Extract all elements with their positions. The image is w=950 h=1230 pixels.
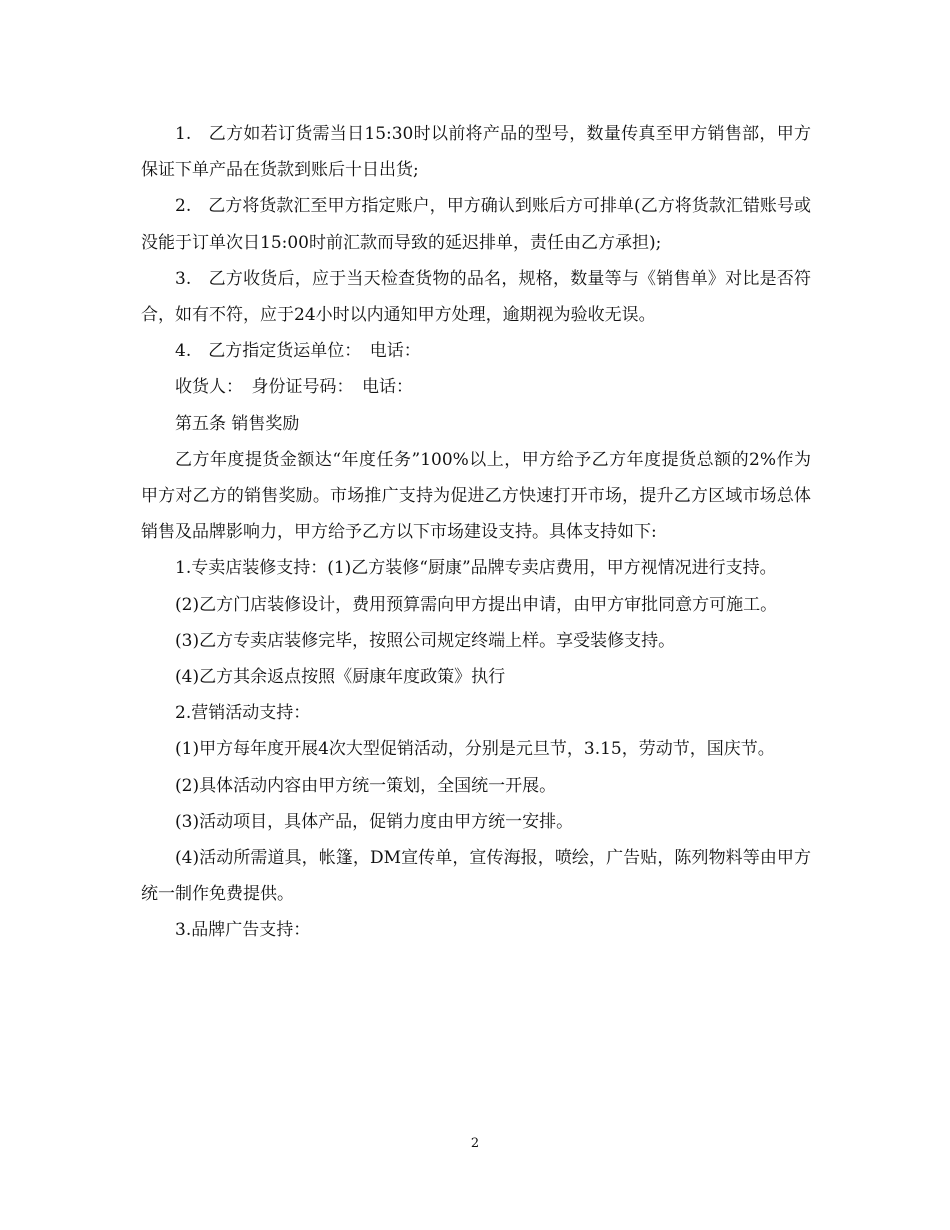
paragraph-clause-4: 4. 乙方指定货运单位： 电话： xyxy=(175,341,421,362)
paragraph-clause-1: 1. 乙方如若订货需当日15:30时以前将产品的型号，数量传真至甲方销售部，甲方保证下单产品在货款到账后十日出货; xyxy=(141,124,811,181)
paragraph-marketing-support: 2.营销活动支持： xyxy=(175,703,311,724)
paragraph-consignee: 收货人： 身份证号码： 电话： xyxy=(175,377,413,398)
paragraph-activity-materials: (4)活动所需道具，帐篷，DM宣传单，宣传海报，喷绘，广告贴，陈列物料等由甲方统一制作免费提供。 xyxy=(141,848,811,905)
document-body xyxy=(141,116,811,949)
paragraph-store-completion: (3)乙方专卖店装修完毕，按照公司规定终端上样。享受装修支持。 xyxy=(175,630,676,651)
page-number: 2 xyxy=(470,1136,480,1151)
paragraph-activity-arrangement: (3)活动项目，具体产品，促销力度由甲方统一安排。 xyxy=(175,811,574,832)
paragraph-brand-ad-support: 3.品牌广告支持： xyxy=(175,920,311,941)
paragraph-clause-2: 2. 乙方将货款汇至甲方指定账户，甲方确认到账后方可排单(乙方将货款汇错账号或没能于订单次日15:00时前汇款而导致的延迟排单，责任由乙方承担); xyxy=(141,196,811,253)
paragraph-activity-planning: (2)具体活动内容由甲方统一策划，全国统一开展。 xyxy=(175,775,557,796)
section-heading-article-5: 第五条 销售奖励 xyxy=(175,413,300,434)
paragraph-promotions: (1)甲方每年度开展4次大型促销活动，分别是元旦节，3.15，劳动节，国庆节。 xyxy=(175,739,775,760)
paragraph-store-design: (2)乙方门店装修设计，费用预算需向甲方提出申请，由甲方审批同意方可施工。 xyxy=(175,594,778,615)
paragraph-sales-reward: 乙方年度提货金额达“年度任务”100%以上，甲方给予乙方年度提货总额的2%作为甲方对乙方的销售奖励。市场推广支持为促进乙方快速打开市场，提升乙方区域市场总体销售及品牌影响力，甲方给予乙方以下市场建设支持。具体支持如下: xyxy=(141,449,811,543)
paragraph-store-renovation-support: 1.专卖店装修支持：(1)乙方装修“厨康”品牌专卖店费用，甲方视情况进行支持。 xyxy=(175,558,777,579)
paragraph-clause-3: 3. 乙方收货后，应于当天检查货物的品名，规格，数量等与《销售单》对比是否符合，如有不符，应于24小时以内通知甲方处理，逾期视为验收无误。 xyxy=(141,268,811,326)
paragraph-rebate-policy: (4)乙方其余返点按照《厨康年度政策》执行 xyxy=(175,667,506,688)
